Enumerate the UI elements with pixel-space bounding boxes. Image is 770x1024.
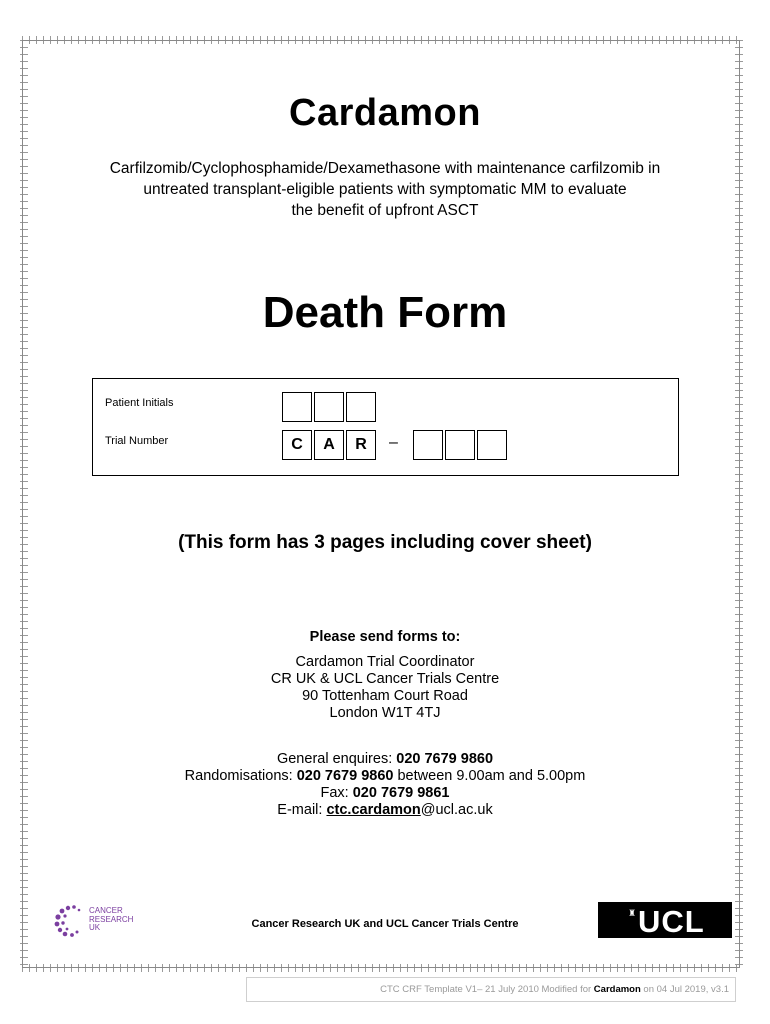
trial-title: Cardamon <box>289 92 481 134</box>
template-version <box>380 984 729 995</box>
general-number: 020 7679 9860 <box>396 751 494 767</box>
trial-prefix-cell: R <box>346 430 376 460</box>
trial-number-label: Trial Number <box>105 435 169 447</box>
form-title: Death Form <box>262 288 508 337</box>
fax-label: Fax: <box>320 785 353 801</box>
fax-number: 020 7679 9861 <box>352 785 450 801</box>
cr-text-line: RESEARCH <box>89 914 134 924</box>
cr-text-line: UK <box>89 923 101 932</box>
trial-prefix-cell: A <box>314 430 344 460</box>
patient-initials-label: Patient Initials <box>105 397 174 409</box>
ucl-logo-text: UCL <box>638 904 705 939</box>
rand-hours: between 9.00am and 5.00pm <box>393 768 586 784</box>
template-trial: Cardamon <box>593 984 641 995</box>
subtitle-line: the benefit of upfront ASCT <box>291 202 479 219</box>
cr-text-line: CANCER <box>89 906 123 915</box>
initial-cell[interactable] <box>346 392 376 422</box>
patient-id-box <box>92 378 679 476</box>
contact-details <box>0 751 770 819</box>
patient-initials-cells <box>282 392 376 422</box>
email-label: E-mail: <box>277 802 327 818</box>
send-forms-heading: Please send forms to: <box>309 629 461 645</box>
trial-number-dash: – <box>389 434 398 451</box>
address-line: CR UK & UCL Cancer Trials Centre <box>270 671 500 687</box>
general-label: General enquires: <box>276 751 397 767</box>
email-domain: @ucl.ac.uk <box>420 802 493 818</box>
trial-prefix-cells <box>282 430 376 460</box>
subtitle-line: Carfilzomib/Cyclophosphamide/Dexamethasone with maintenance carfilzomib in <box>109 160 661 177</box>
trial-prefix-cell: C <box>282 430 312 460</box>
ucl-portico-icon: ♜ <box>628 908 637 918</box>
template-suffix: on 04 Jul 2019, v3.1 <box>640 984 729 995</box>
randomisations <box>0 768 770 785</box>
ucl-logo-icon <box>598 902 732 938</box>
initial-cell[interactable] <box>282 392 312 422</box>
address-line: London W1T 4TJ <box>329 705 441 721</box>
trial-number-cell[interactable] <box>477 430 507 460</box>
trial-subtitle <box>80 158 690 221</box>
email <box>0 802 770 819</box>
initial-cell[interactable] <box>314 392 344 422</box>
fax <box>0 785 770 802</box>
address-line: Cardamon Trial Coordinator <box>295 654 475 670</box>
send-address <box>0 654 770 722</box>
template-prefix: CTC CRF Template V1– 21 July 2010 Modified for <box>380 984 594 995</box>
email-link[interactable]: ctc.cardamon <box>326 802 421 818</box>
trial-number-cell[interactable] <box>413 430 443 460</box>
rand-label: Randomisations: <box>184 768 297 784</box>
template-version-box <box>246 977 736 1002</box>
pages-note: (This form has 3 pages including cover sheet) <box>178 532 592 553</box>
general-enquiries <box>0 751 770 768</box>
trial-number-cells <box>413 430 507 460</box>
address-line: 90 Tottenham Court Road <box>302 688 468 704</box>
rand-number: 020 7679 9860 <box>296 768 394 784</box>
footer-organisation: Cancer Research UK and UCL Cancer Trials Centre <box>251 918 519 930</box>
subtitle-line: untreated transplant-eligible patients with symptomatic MM to evaluate <box>143 181 627 198</box>
trial-number-cell[interactable] <box>445 430 475 460</box>
